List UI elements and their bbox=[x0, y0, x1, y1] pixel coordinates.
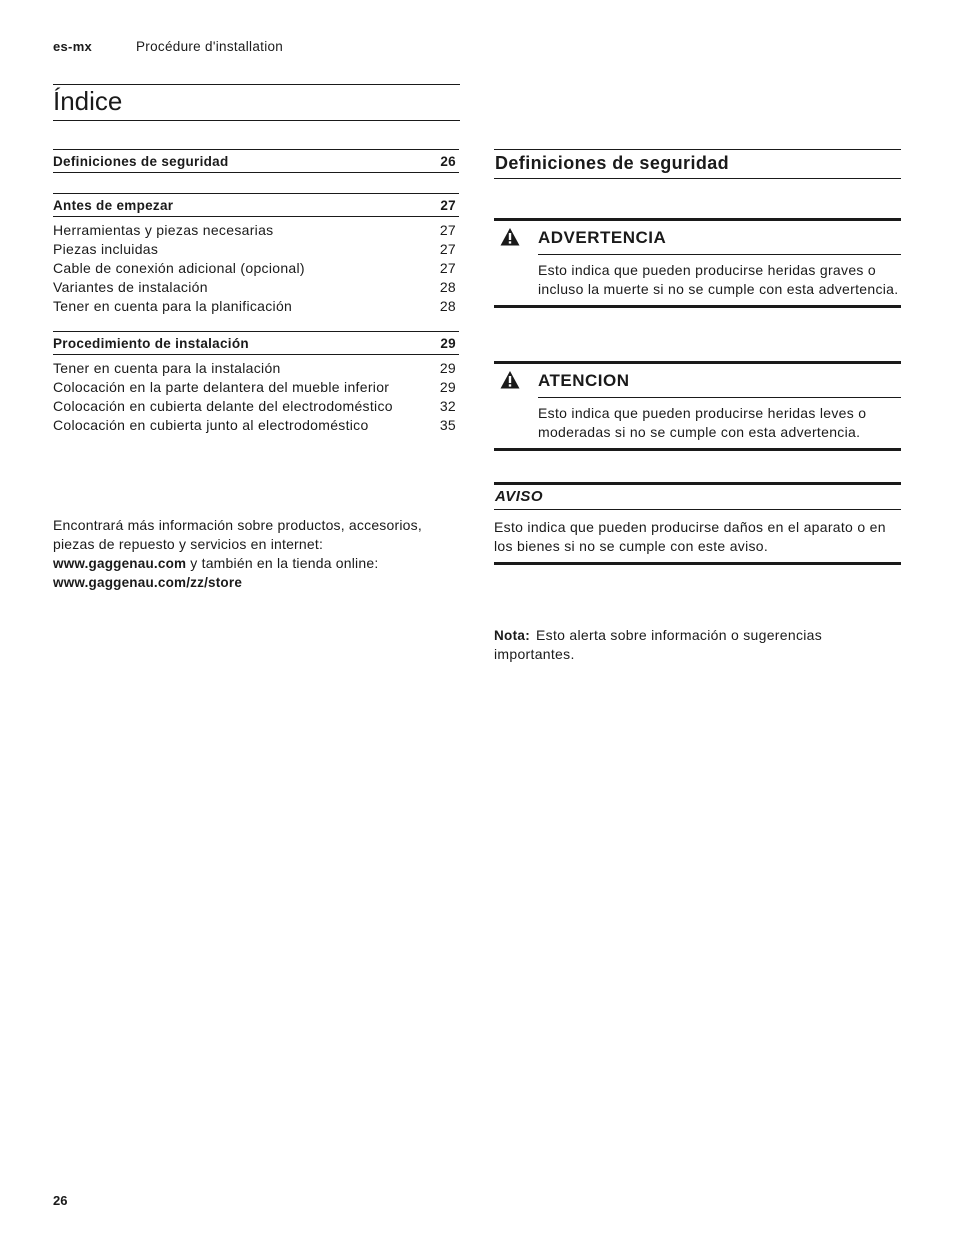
nota-text: Esto alerta sobre información o sugerencias importantes. bbox=[494, 627, 823, 662]
info-text: Encontrará más información sobre productos, accesorios, piezas de repuesto y servicios en internet: bbox=[53, 517, 422, 552]
toc-item[interactable] bbox=[53, 359, 459, 378]
aviso-text: Esto indica que pueden producirse daños en el aparato o en los bienes si no se cumple con este aviso. bbox=[494, 519, 886, 554]
toc-section-page: 27 bbox=[440, 197, 456, 213]
toc-item[interactable] bbox=[53, 378, 459, 397]
toc-item-label: Herramientas y piezas necesarias bbox=[53, 222, 274, 238]
aviso-box bbox=[494, 482, 901, 565]
toc-item[interactable] bbox=[53, 240, 459, 259]
toc-item-page: 32 bbox=[439, 398, 456, 414]
toc-item-page: 29 bbox=[439, 360, 456, 376]
toc-item-label: Colocación en cubierta delante del electrodoméstico bbox=[53, 398, 393, 414]
toc-section-before-start[interactable] bbox=[53, 193, 459, 217]
section-title bbox=[494, 149, 901, 179]
toc-section-installation[interactable] bbox=[53, 331, 459, 355]
toc-section-title: Definiciones de seguridad bbox=[53, 153, 229, 169]
aviso-label: AVISO bbox=[495, 488, 544, 505]
toc-item[interactable] bbox=[53, 278, 459, 297]
toc-section-page: 29 bbox=[440, 335, 456, 351]
warning-triangle-icon bbox=[500, 370, 520, 389]
page-number: 26 bbox=[53, 1193, 68, 1208]
store-link[interactable]: www.gaggenau.com/zz/store bbox=[53, 575, 243, 590]
toc-item-label: Colocación en la parte delantera del mueble inferior bbox=[53, 379, 390, 395]
language-code: es-mx bbox=[53, 39, 93, 54]
toc-item-label: Tener en cuenta para la instalación bbox=[53, 360, 281, 376]
toc-item-page: 28 bbox=[439, 298, 456, 314]
aviso-header bbox=[494, 485, 901, 510]
toc-item-label: Colocación en cubierta junto al electrodoméstico bbox=[53, 417, 369, 433]
toc-item-label: Cable de conexión adicional (opcional) bbox=[53, 260, 305, 276]
nota-label: Nota: bbox=[494, 628, 530, 643]
title-rule-top bbox=[53, 84, 460, 85]
toc-item-page: 27 bbox=[439, 241, 456, 257]
document-title: Procédure d'installation bbox=[136, 39, 284, 54]
toc-item[interactable] bbox=[53, 259, 459, 278]
toc-item-page: 27 bbox=[439, 260, 456, 276]
info-paragraph bbox=[53, 516, 453, 592]
toc-section-safety[interactable] bbox=[53, 149, 459, 173]
toc-item-page: 35 bbox=[439, 417, 456, 433]
page-title: Índice bbox=[53, 86, 123, 116]
website-link[interactable]: www.gaggenau.com bbox=[53, 556, 187, 571]
toc-item[interactable] bbox=[53, 297, 459, 316]
advertencia-text: Esto indica que pueden producirse heridas graves o incluso la muerte si no se cumple con esta advertencia. bbox=[538, 262, 899, 297]
section-title-text: Definiciones de seguridad bbox=[495, 153, 730, 173]
toc-item-page: 27 bbox=[439, 222, 456, 238]
toc-item-label: Tener en cuenta para la planificación bbox=[53, 298, 293, 314]
title-rule-bottom bbox=[53, 120, 460, 121]
toc-item-label: Piezas incluidas bbox=[53, 241, 159, 257]
advertencia-label: ADVERTENCIA bbox=[538, 228, 667, 247]
warning-triangle-icon bbox=[500, 227, 520, 246]
toc-section-page: 26 bbox=[440, 153, 456, 169]
toc-item[interactable] bbox=[53, 416, 459, 435]
toc-section-title: Antes de empezar bbox=[53, 197, 174, 213]
toc-item-page: 28 bbox=[439, 279, 456, 295]
toc-item[interactable] bbox=[53, 221, 459, 240]
atencion-header bbox=[538, 364, 901, 398]
atencion-text: Esto indica que pueden producirse heridas leves o moderadas si no se cumple con esta advertencia. bbox=[538, 405, 867, 440]
nota-paragraph bbox=[494, 626, 894, 664]
toc-items-before-start bbox=[53, 221, 459, 316]
toc-item-page: 29 bbox=[439, 379, 456, 395]
atencion-box bbox=[494, 361, 901, 451]
atencion-label: ATENCION bbox=[538, 371, 630, 390]
toc-item[interactable] bbox=[53, 397, 459, 416]
toc-section-title: Procedimiento de instalación bbox=[53, 335, 249, 351]
advertencia-header bbox=[538, 221, 901, 255]
info-text-2: y también en la tienda online: bbox=[186, 555, 379, 571]
advertencia-box bbox=[494, 218, 901, 308]
toc-items-installation bbox=[53, 359, 459, 435]
toc-item-label: Variantes de instalación bbox=[53, 279, 208, 295]
